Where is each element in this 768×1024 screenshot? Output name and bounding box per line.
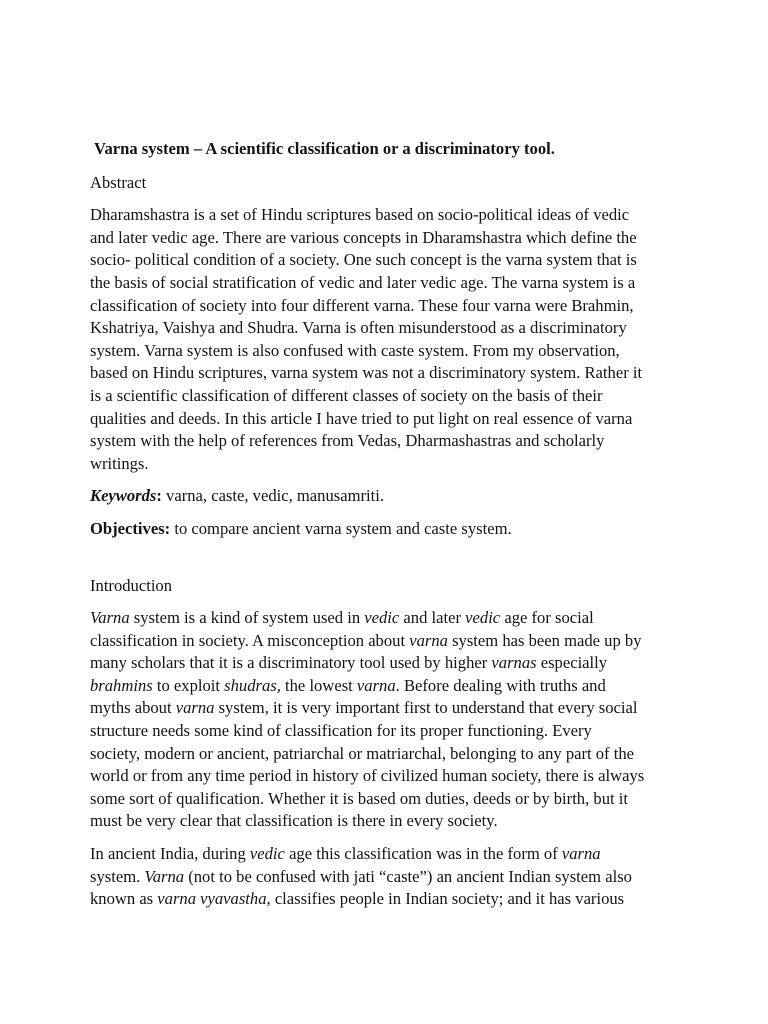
second-paragraph xyxy=(90,843,686,911)
second-paragraph-line xyxy=(90,866,686,889)
italic-term: vedic xyxy=(249,844,285,864)
abstract-line: is a scientific classification of different classes of society on the basis of their xyxy=(90,385,603,405)
document-title: Varna system – A scientific classification or a discriminatory tool. xyxy=(94,139,555,158)
italic-term: varnas xyxy=(491,653,537,673)
introduction-line xyxy=(90,607,686,630)
text-run: must be very clear that classification is there in every society. xyxy=(90,811,498,831)
text-run: some sort of qualification. Whether it is based om duties, deeds or by birth, but it xyxy=(90,788,628,808)
introduction-line xyxy=(90,810,686,833)
italic-term: varna xyxy=(356,675,396,695)
second-paragraph-line xyxy=(90,843,686,866)
abstract-line: socio- political condition of a society. One such concept is the varna system that is xyxy=(90,250,637,270)
italic-term: Varna xyxy=(90,608,130,628)
italic-term: varna xyxy=(409,630,448,650)
abstract-line: writings. xyxy=(90,453,149,473)
italic-term: Varna xyxy=(144,866,185,886)
text-run: society, modern or ancient, patriarchal or matriarchal, belonging to any part of the xyxy=(90,743,635,763)
text-run: many scholars that it is a discriminatory tool used by higher xyxy=(90,653,492,673)
introduction-paragraph xyxy=(90,607,686,833)
introduction-line xyxy=(90,630,686,653)
text-run: system is a kind of system used in xyxy=(129,608,365,628)
italic-term: vedic xyxy=(364,608,400,628)
text-run: and later xyxy=(399,608,466,628)
introduction-heading: Introduction xyxy=(90,575,173,595)
text-run: to exploit xyxy=(152,675,225,695)
italic-term: vedic xyxy=(465,608,501,628)
abstract-paragraph xyxy=(90,204,686,475)
italic-term: varna xyxy=(561,844,601,864)
text-run: system has been made up by xyxy=(447,630,642,650)
introduction-line xyxy=(90,788,686,811)
text-run: (not to be confused with jati “caste”) an ancient Indian system also xyxy=(184,866,632,886)
text-run: world or from any time period in history of civilized human society, there is always xyxy=(90,766,645,786)
keywords-text: varna, caste, vedic, manusamriti. xyxy=(161,486,384,506)
text-run: system, it is very important first to understand that every social xyxy=(214,698,638,718)
document-page xyxy=(90,138,686,921)
text-run: myths about xyxy=(90,698,176,718)
text-run: age for social xyxy=(500,608,594,628)
keywords-colon: : xyxy=(156,486,162,506)
introduction-line xyxy=(90,652,686,675)
objectives-label: Objectives: xyxy=(90,518,171,538)
keywords-line xyxy=(90,485,686,508)
text-run: . Before dealing with truths and xyxy=(395,675,606,695)
introduction-line xyxy=(90,765,686,788)
abstract-line: system with the help of references from Vedas, Dharmashastras and scholarly xyxy=(90,431,605,451)
text-run: In ancient India, during xyxy=(90,844,250,864)
abstract-line: Dharamshastra is a set of Hindu scriptures based on socio-political ideas of vedic xyxy=(90,205,630,225)
second-paragraph-line xyxy=(90,888,686,911)
abstract-line: and later vedic age. There are various concepts in Dharamshastra which define the xyxy=(90,227,637,247)
text-run: , classifies people in Indian society; and it has various xyxy=(266,889,625,909)
text-run: known as xyxy=(90,889,158,909)
introduction-line xyxy=(90,743,686,766)
abstract-heading: Abstract xyxy=(90,172,147,192)
italic-term: shudras, xyxy=(224,675,281,695)
text-run: structure needs some kind of classification for its proper functioning. Every xyxy=(90,721,592,741)
objectives-line xyxy=(90,518,686,541)
keywords-label: Keywords xyxy=(90,486,157,506)
italic-term: varna vyavastha xyxy=(157,889,267,909)
abstract-line: qualities and deeds. In this article I have tried to put light on real essence of varna xyxy=(90,408,633,428)
italic-term: varna xyxy=(175,698,215,718)
introduction-line xyxy=(90,720,686,743)
abstract-line: classification of society into four different varna. These four varna were Brahmin, xyxy=(90,295,634,315)
introduction-line xyxy=(90,675,686,698)
text-run: system. xyxy=(90,866,145,886)
abstract-line: based on Hindu scriptures, varna system was not a discriminatory system. Rather it xyxy=(90,363,643,383)
abstract-line: the basis of social stratification of vedic and later vedic age. The varna system is a xyxy=(90,272,636,292)
text-run: age this classification was in the form of xyxy=(284,844,562,864)
abstract-line: Kshatriya, Vaishya and Shudra. Varna is often misunderstood as a discriminatory xyxy=(90,318,627,338)
italic-term: brahmins xyxy=(90,675,153,695)
text-run: especially xyxy=(536,653,608,673)
text-run: classification in society. A misconception about xyxy=(90,630,410,650)
introduction-line xyxy=(90,697,686,720)
objectives-text: to compare ancient varna system and caste system. xyxy=(170,518,512,538)
section-gap xyxy=(90,551,686,575)
text-run: the lowest xyxy=(280,675,357,695)
abstract-line: system. Varna system is also confused with caste system. From my observation, xyxy=(90,340,620,360)
